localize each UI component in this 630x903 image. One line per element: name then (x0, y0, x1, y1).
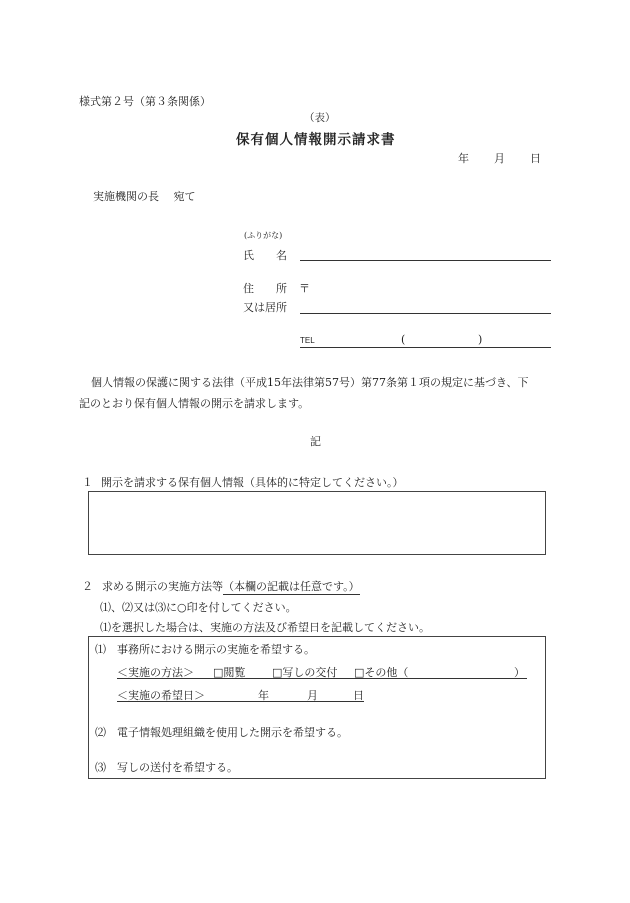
hope-date-month: 月 (307, 689, 318, 702)
option3-number: ⑶ (95, 761, 106, 774)
address-label: 住 所 (243, 282, 287, 295)
tel-field-line[interactable] (300, 347, 551, 348)
section2-heading-note: （本欄の記載は任意です。） (223, 580, 360, 593)
option1-text: 事務所における開示の実施を希望する。 (117, 643, 315, 656)
hope-date-underline[interactable] (117, 701, 364, 702)
tel-paren-open: ( (401, 333, 406, 346)
section1-number: １ (82, 476, 93, 489)
residence-label: 又は居所 (243, 301, 287, 314)
section2-heading-main: 求める開示の実施方法等 (102, 580, 223, 593)
side-label: （表） (304, 112, 336, 124)
section2-heading (102, 578, 360, 594)
hope-date-day: 日 (353, 689, 364, 702)
option2-text: 電子情報処理組織を使用した開示を希望する。 (117, 726, 348, 739)
method-other-checkbox[interactable]: □その他（ (354, 666, 409, 679)
method-copy-checkbox[interactable]: □写しの交付 (272, 666, 338, 679)
option2-number: ⑵ (95, 726, 106, 739)
method-label: ＜実施の方法＞ (117, 666, 194, 679)
method-viewing-checkbox[interactable]: □閲覧 (213, 666, 246, 679)
date-day-label: 日 (530, 152, 541, 165)
hope-date-label: ＜実施の希望日＞ (117, 689, 205, 702)
date-year-label: 年 (458, 152, 469, 165)
method-other-close: ） (514, 666, 525, 679)
name-field-line[interactable] (300, 260, 551, 261)
method-options-box (88, 636, 546, 779)
furigana-label: (ふりがな) (244, 231, 283, 240)
intro-line-2: 記のとおり保有個人情報の開示を請求します。 (79, 397, 310, 410)
option3-text: 写しの送付を希望する。 (117, 761, 238, 774)
option1-number: ⑴ (95, 643, 106, 656)
section2-instruction-2: ⑴を選択した場合は、実施の方法及び希望日を記載してください。 (100, 621, 430, 634)
intro-line-1: 個人情報の保護に関する法律（平成15年法律第57号）第77条第１項の規定に基づき、下 (91, 376, 529, 389)
ki-label: 記 (310, 435, 321, 448)
addressee: 実施機関の長 宛て (93, 190, 196, 203)
requested-info-box[interactable] (88, 491, 546, 555)
name-label: 氏 名 (243, 249, 287, 262)
hope-date-year: 年 (258, 689, 269, 702)
tel-label: TEL (300, 336, 315, 345)
section2-instruction-1: ⑴、⑵又は⑶に○印を付してください。 (100, 601, 297, 614)
date-month-label: 月 (494, 152, 505, 165)
section2-number: ２ (82, 580, 93, 593)
section1-heading: 開示を請求する保有個人情報（具体的に特定してください。） (101, 476, 404, 489)
tel-paren-close: ) (478, 333, 483, 346)
address-field-line[interactable] (300, 313, 551, 314)
page-title: 保有個人情報開示請求書 (236, 132, 396, 148)
form-number: 様式第２号（第３条関係） (79, 95, 211, 108)
postal-mark: 〒 (299, 282, 310, 295)
method-underline (117, 678, 527, 679)
